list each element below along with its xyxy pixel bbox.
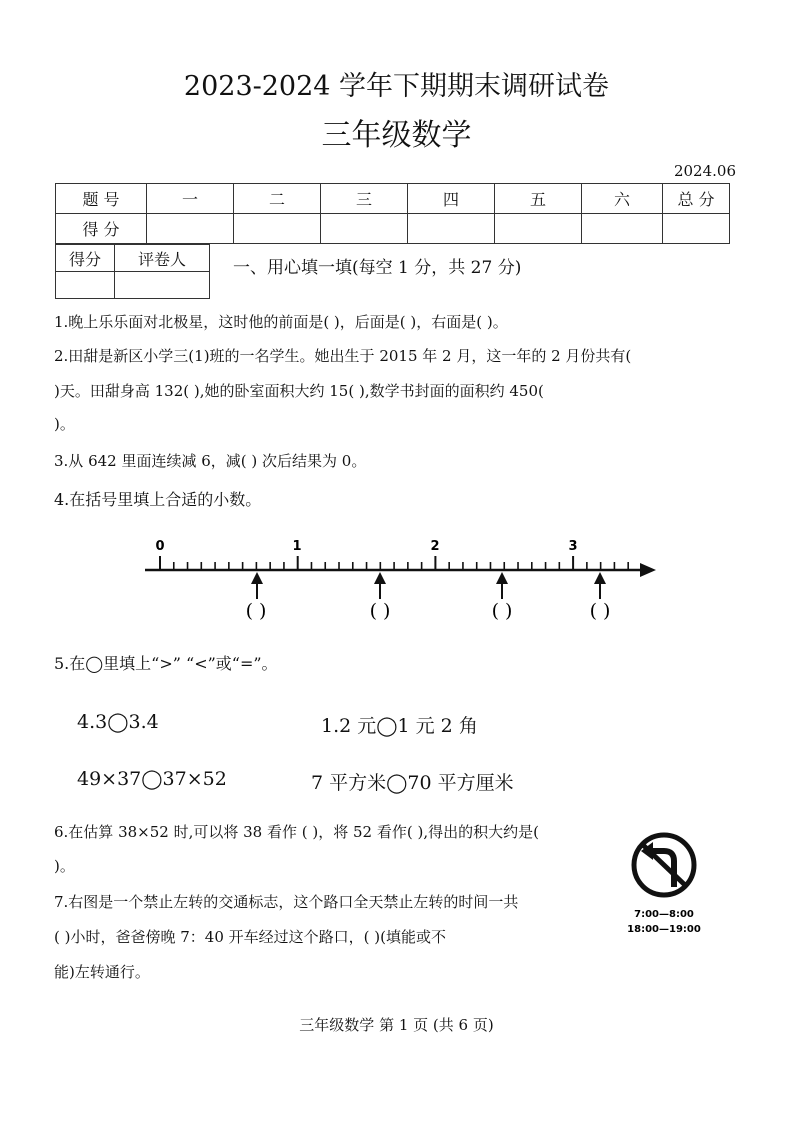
pointer-arrow-1 [251, 572, 263, 599]
score-header-cell: 一 [147, 184, 234, 214]
question-1: 1.晚上乐乐面对北极星，这时他的前面是( )，后面是( )，右面是( )。 [54, 313, 508, 331]
sign-time-2: 18:00—19:00 [627, 924, 701, 935]
number-line-label-2: 2 [430, 539, 440, 554]
question-3: 3.从 642 里面连续减 6，减( ) 次后结果为 0。 [54, 452, 367, 470]
score-header-cell: 四 [408, 184, 495, 214]
question-6-line-1: 6.在估算 38×52 时,可以将 38 看作 ( )，将 52 看作( ),得出的积大约是( [54, 823, 539, 841]
exam-subtitle: 三年级数学 [321, 118, 472, 153]
score-header-cell: 题 号 [56, 184, 147, 214]
compare-item-2: 1.2 元◯1 元 2 角 [321, 715, 478, 737]
score-header-cell: 六 [582, 184, 663, 214]
exam-title: 2023-2024 学年下期期末调研试卷 [183, 71, 610, 102]
number-line-label-1: 1 [292, 539, 302, 554]
question-2-line-2: )天。田甜身高 132( ),她的卧室面积大约 15( ),数学书封面的面积约 450( [54, 382, 544, 400]
question-4: 4.在括号里填上合适的小数。 [54, 490, 262, 509]
score-header-cell: 二 [234, 184, 321, 214]
question-2-line-1: 2.田甜是新区小学三(1)班的一名学生。她出生于 2015 年 2 月，这一年的 2 月份共有( [54, 347, 632, 365]
number-line-arrowhead [640, 563, 656, 577]
answer-blank-3[interactable]: ( ) [491, 600, 513, 622]
number-line-label-3: 3 [568, 539, 578, 554]
question-7-line-2: ( )小时，爸爸傍晚 7：40 开车经过这个路口，( )(填能或不 [54, 928, 446, 946]
number-line-label-0: 0 [155, 539, 165, 554]
grader-name-label: 评卷人 [115, 245, 210, 272]
compare-item-1: 4.3◯3.4 [77, 711, 159, 733]
answer-blank-1[interactable]: ( ) [245, 600, 267, 622]
number-line-ticks [160, 556, 628, 570]
score-header-cell: 总 分 [663, 184, 730, 214]
answer-blank-4[interactable]: ( ) [589, 600, 611, 622]
pointer-arrow-4 [594, 572, 606, 599]
pointer-arrow-2 [374, 572, 386, 599]
pointer-arrow-3 [496, 572, 508, 599]
section-heading: 一、用心填一填(每空 1 分，共 27 分) [233, 258, 522, 278]
question-5: 5.在◯里填上“>” “<”或“=”。 [54, 654, 278, 673]
score-header-cell: 五 [495, 184, 582, 214]
grader-score-label: 得分 [56, 245, 115, 272]
no-left-turn-icon [634, 835, 694, 895]
question-2-line-3: )。 [54, 415, 75, 433]
page-footer: 三年级数学 第 1 页 (共 6 页) [299, 1016, 494, 1034]
question-7-line-1: 7.右图是一个禁止左转的交通标志，这个路口全天禁止左转的时间一共 [54, 893, 519, 911]
score-header-cell: 三 [321, 184, 408, 214]
question-6-line-2: )。 [54, 857, 75, 875]
question-7-line-3: 能)左转通行。 [54, 963, 150, 981]
sign-time-1: 7:00—8:00 [634, 909, 694, 920]
traffic-sign [622, 827, 712, 939]
score-row-label: 得 分 [56, 214, 147, 244]
exam-date: 2024.06 [673, 162, 736, 180]
compare-item-4: 7 平方米◯70 平方厘米 [311, 772, 514, 794]
answer-blank-2[interactable]: ( ) [369, 600, 391, 622]
compare-item-3: 49×37◯37×52 [77, 768, 227, 790]
